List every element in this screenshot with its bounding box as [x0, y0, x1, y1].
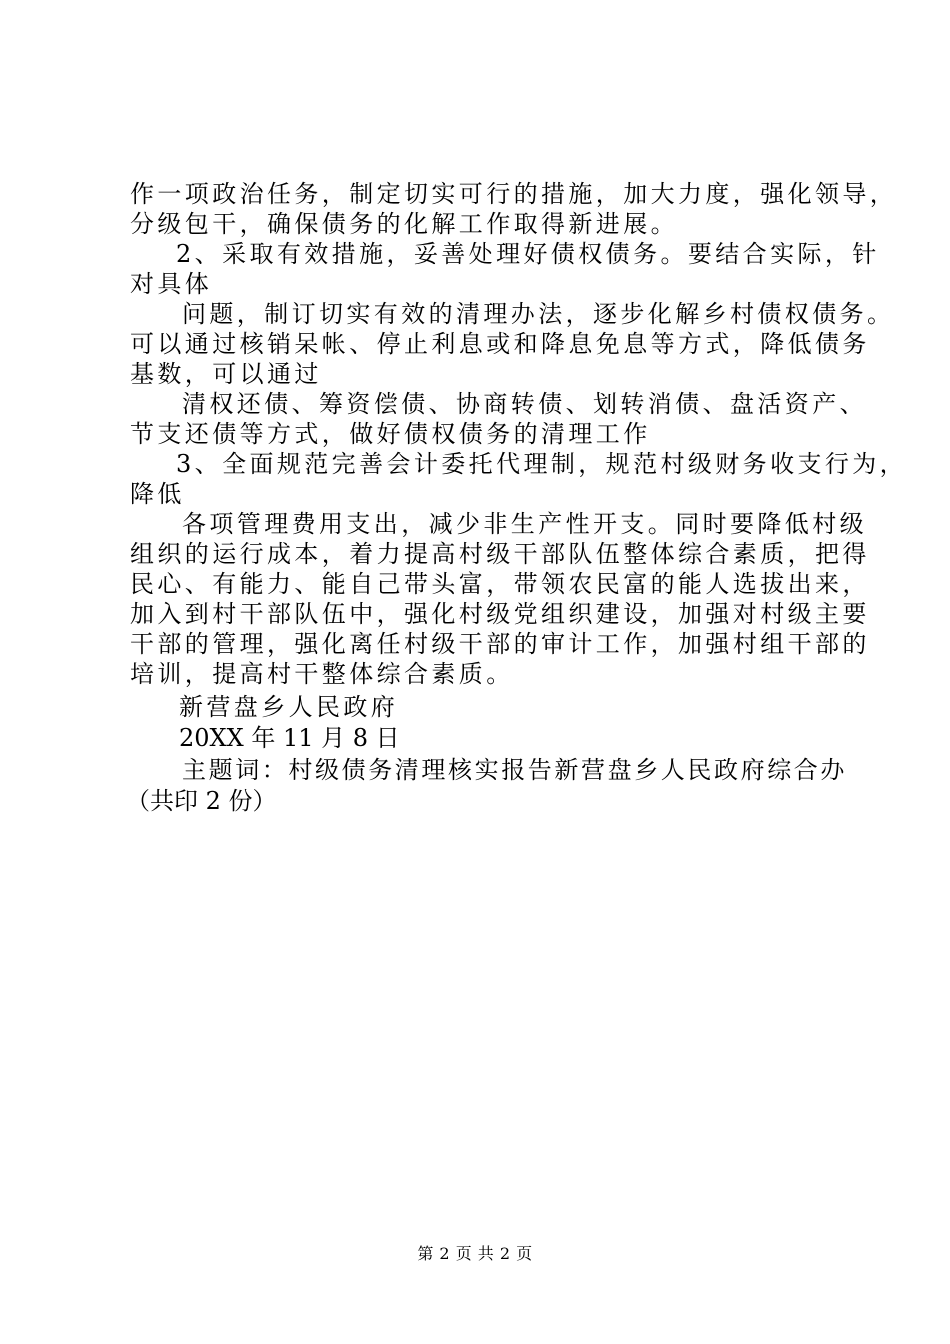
print-count: （共印 2 份） — [126, 787, 277, 815]
text-line: 干部的管理，强化离任村级干部的审计工作，加强村组干部的 — [130, 630, 870, 658]
text-line: 2、采取有效措施，妥善处理好债权债务。要结合实际，针 — [176, 240, 880, 268]
text-line: 民心、有能力、能自己带头富，带领农民富的能人选拔出来， — [130, 570, 870, 598]
text-line: 可以通过核销呆帐、停止利息或和降息免息等方式，降低债务 — [130, 330, 870, 358]
text-line: 降低 — [130, 480, 185, 508]
text-line: 节支还债等方式，做好债权债务的清理工作 — [130, 420, 651, 448]
text-line: 各项管理费用支出，减少非生产性开支。同时要降低村级 — [182, 510, 867, 538]
subject-keywords: 主题词：村级债务清理核实报告新营盘乡人民政府综合办 — [182, 756, 847, 784]
text-line: 对具体 — [130, 270, 213, 298]
text-line: 组织的运行成本，着力提高村级干部队伍整体综合素质，把得 — [130, 540, 870, 568]
text-line: 作一项政治任务，制定切实可行的措施，加大力度，强化领导， — [130, 180, 898, 208]
text-line: 培训，提高村干整体综合素质。 — [130, 660, 514, 688]
page-number-footer: 第 2 页 共 2 页 — [417, 1244, 533, 1263]
text-line: 基数，可以通过 — [130, 360, 322, 388]
text-line: 分级包干，确保债务的化解工作取得新进展。 — [130, 210, 678, 238]
text-line: 清权还债、筹资偿债、协商转债、划转消债、盘活资产、 — [182, 390, 867, 418]
text-line: 3、全面规范完善会计委托代理制，规范村级财务收支行为， — [176, 450, 908, 478]
text-line: 加入到村干部队伍中，强化村级党组织建设，加强对村级主要 — [130, 600, 870, 628]
signature-organization: 新营盘乡人民政府 — [179, 693, 399, 721]
signature-date: 20XX 年 11 月 8 日 — [179, 724, 400, 752]
text-line: 问题，制订切实有效的清理办法，逐步化解乡村债权债务。 — [182, 300, 895, 328]
